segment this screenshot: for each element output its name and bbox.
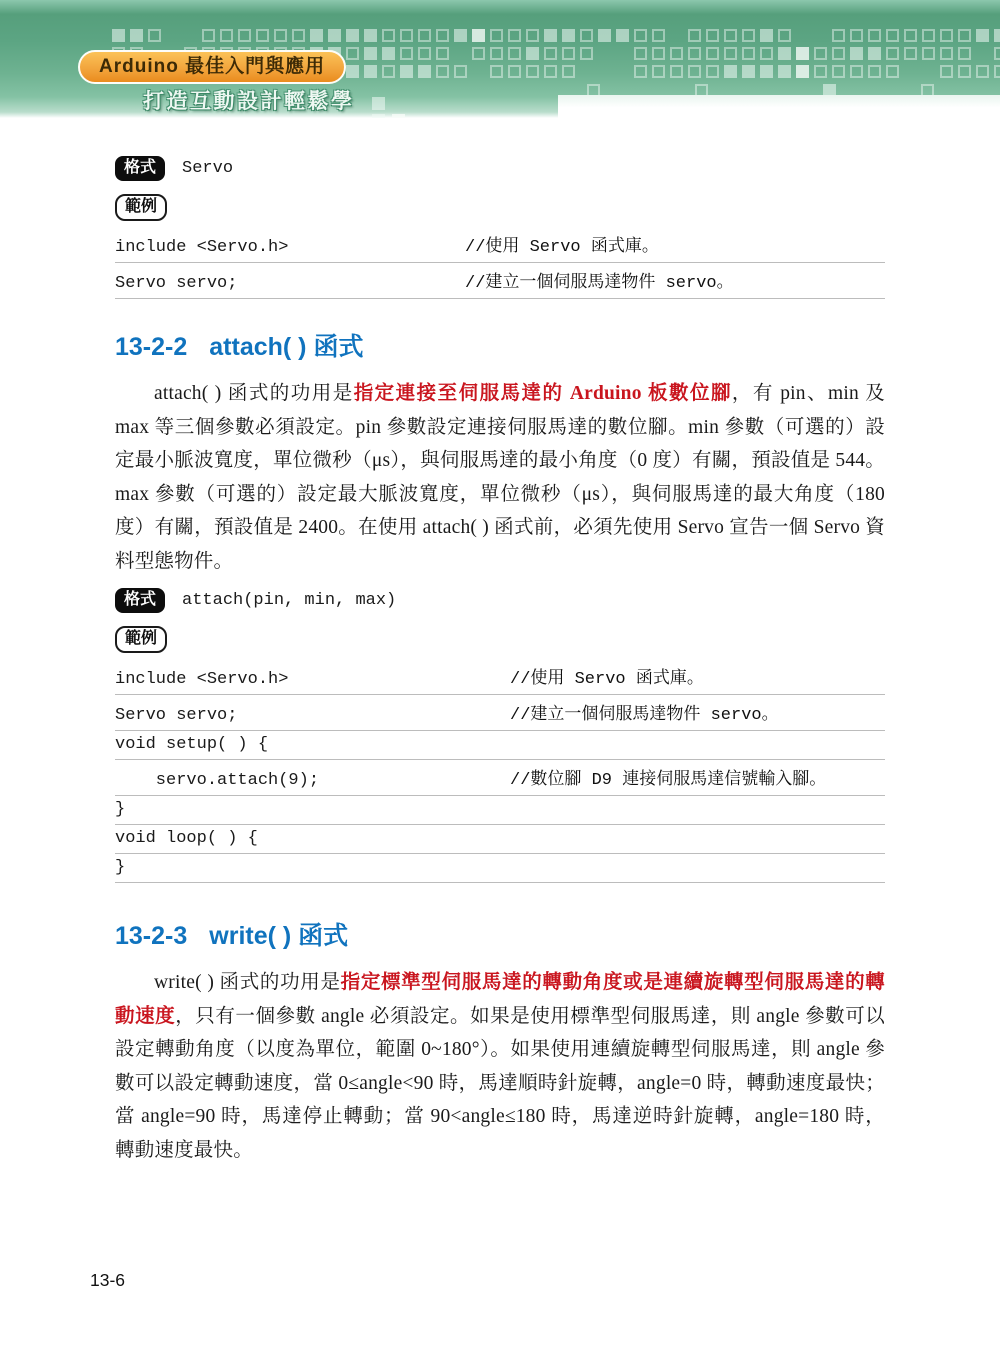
code-row (115, 659, 885, 695)
decorative-square (436, 47, 449, 60)
decorative-square (652, 47, 665, 60)
decorative-square (292, 29, 305, 42)
paragraph-attach (115, 377, 885, 578)
decorative-square (400, 65, 413, 78)
decorative-square (832, 29, 845, 42)
decorative-square (382, 29, 395, 42)
decorative-square (742, 65, 755, 78)
decorative-square (724, 65, 737, 78)
decorative-square (760, 47, 773, 60)
decorative-square (868, 65, 881, 78)
decorative-square (346, 65, 359, 78)
comment-cell: //建立一個伺服馬達物件 servo。 (510, 706, 779, 725)
decorative-square (940, 47, 953, 60)
decorative-square (994, 47, 1000, 60)
section-heading-write (115, 919, 885, 953)
page-header (0, 0, 1000, 118)
decorative-square (508, 29, 521, 42)
decorative-square (346, 47, 359, 60)
decorative-square (778, 65, 791, 78)
decorative-square (904, 47, 917, 60)
decorative-square (994, 65, 1000, 78)
decorative-square (580, 47, 593, 60)
decorative-square (796, 47, 809, 60)
code-row (115, 731, 885, 760)
decorative-square (598, 29, 611, 42)
decorative-square (886, 47, 899, 60)
decorative-square (526, 29, 539, 42)
series-title-badge (78, 50, 346, 84)
decorative-square (904, 29, 917, 42)
decorative-square (634, 65, 647, 78)
decorative-square (940, 65, 953, 78)
code-cell: } (115, 858, 126, 877)
decorative-square (850, 47, 863, 60)
code-cell: } (115, 800, 126, 819)
code-cell: include <Servo.h> (115, 670, 289, 689)
code-table-attach (115, 659, 885, 883)
code-row (115, 760, 885, 796)
decorative-square (238, 29, 251, 42)
decorative-square (976, 29, 989, 42)
decorative-square (940, 29, 953, 42)
text-segment: ，只有一個參數 angle 必須設定。如果是使用標準型伺服馬達，則 angle 參數可以設定轉動角度（以度為單位，範圍 0~180°）。如果使用連續旋轉型伺服馬達，則 angle 參數可以設定轉動速度，當 0≤angle<90 時，馬達順時針旋轉，angle=0 時，轉動速度最快；當 angle=90 時，馬達停止轉動；當 90<angle≤180 時，馬達逆時針旋轉，angle=180 時，轉動速度最快。 (115, 1005, 885, 1161)
decorative-square (850, 29, 863, 42)
decorative-square (616, 29, 629, 42)
code-cell: Servo servo; (115, 274, 238, 293)
decorative-square (544, 65, 557, 78)
section-number: 13-2-2 (115, 333, 188, 361)
decorative-square (958, 47, 971, 60)
decorative-square (364, 29, 377, 42)
text-segment: ，有 pin、min 及 max 等三個參數必須設定。pin 參數設定連接伺服馬達的數位腳。min 參數（可選的）設定最小脈波寬度，單位微秒（μs），與伺服馬達的最小角度（0 度）有關，預設值是 544。max 參數（可選的）設定最大脈波寬度，單位微秒（μs），與伺服馬達的最大角度（180 度）有關，預設值是 2400。在使用 attach( ) 函式前，必須先使用 Servo 宣告一個 Servo 資料型態物件。 (115, 383, 885, 572)
decorative-square (310, 29, 323, 42)
decorative-square (886, 65, 899, 78)
decorative-square (130, 29, 143, 42)
section-number: 13-2-3 (115, 922, 188, 950)
decorative-square (796, 65, 809, 78)
decorative-square (886, 29, 899, 42)
decorative-square (400, 47, 413, 60)
decorative-square (436, 29, 449, 42)
decorative-square (490, 29, 503, 42)
decorative-square (724, 47, 737, 60)
page-number: 13-6 (90, 1270, 126, 1290)
decorative-square (562, 65, 575, 78)
comment-cell: //建立一個伺服馬達物件 servo。 (465, 274, 734, 293)
decorative-square (436, 65, 449, 78)
code-row (115, 227, 885, 263)
decorative-square (562, 47, 575, 60)
decorative-square (382, 47, 395, 60)
decorative-square (634, 29, 647, 42)
decorative-square (256, 29, 269, 42)
text-segment: 指定連接至伺服馬達的 Arduino 板數位腳 (353, 383, 732, 404)
example-badge: 範例 (115, 626, 167, 653)
decorative-square (670, 65, 683, 78)
decorative-square (112, 29, 125, 42)
decorative-square (706, 47, 719, 60)
code-row (115, 854, 885, 883)
format-row-attach (115, 587, 885, 613)
decorative-square (832, 65, 845, 78)
decorative-square (508, 47, 521, 60)
decorative-square (742, 47, 755, 60)
decorative-square (868, 29, 881, 42)
decorative-square (814, 47, 827, 60)
decorative-square (508, 65, 521, 78)
code-cell: void loop( ) { (115, 829, 258, 848)
decorative-square (958, 65, 971, 78)
format-code-attach: attach(pin, min, max) (182, 590, 397, 610)
code-row (115, 796, 885, 825)
section-title: attach( ) 函式 (209, 333, 364, 361)
decorative-square (706, 65, 719, 78)
decorative-square (472, 47, 485, 60)
text-segment: write( ) 函式的功用是 (154, 972, 341, 993)
code-cell: void setup( ) { (115, 735, 269, 754)
decorative-square (202, 29, 215, 42)
decorative-square (372, 114, 385, 118)
example-row (115, 626, 885, 653)
code-table-servo (115, 227, 885, 299)
decorative-square (760, 29, 773, 42)
decorative-square (922, 47, 935, 60)
decorative-square (976, 65, 989, 78)
decorative-square (832, 47, 845, 60)
decorative-square (868, 47, 881, 60)
decorative-square (274, 29, 287, 42)
page-content (115, 155, 885, 1167)
decorative-square (652, 29, 665, 42)
decorative-square (418, 65, 431, 78)
series-subtitle: 打造互動設計輕鬆學 (143, 90, 355, 113)
decorative-square (778, 29, 791, 42)
decorative-square (850, 65, 863, 78)
decorative-square (220, 29, 233, 42)
decorative-square (400, 29, 413, 42)
decorative-square (392, 114, 405, 118)
text-segment: attach( ) 函式的功用是 (154, 383, 354, 404)
code-row (115, 825, 885, 854)
decorative-square (418, 29, 431, 42)
decorative-square (148, 29, 161, 42)
series-title-label: Arduino 最佳入門與應用 (99, 56, 326, 77)
code-row (115, 695, 885, 731)
decorative-square (490, 65, 503, 78)
header-white-cut (558, 95, 1000, 118)
paragraph-write (115, 966, 885, 1167)
decorative-square (760, 65, 773, 78)
decorative-square (454, 29, 467, 42)
decorative-square (742, 29, 755, 42)
decorative-square (706, 29, 719, 42)
example-badge: 範例 (115, 194, 167, 221)
decorative-square (670, 47, 683, 60)
format-row-servo (115, 155, 885, 181)
decorative-square (544, 29, 557, 42)
format-badge: 格式 (115, 588, 165, 613)
decorative-square (526, 65, 539, 78)
code-row (115, 263, 885, 299)
decorative-square (778, 47, 791, 60)
decorative-square (580, 29, 593, 42)
decorative-square (724, 29, 737, 42)
section-heading-attach (115, 330, 885, 364)
decorative-square (364, 47, 377, 60)
decorative-square (490, 47, 503, 60)
decorative-square (346, 29, 359, 42)
comment-cell: //數位腳 D9 連接伺服馬達信號輸入腳。 (510, 771, 827, 790)
decorative-square (364, 65, 377, 78)
code-cell: servo.attach(9); (115, 771, 320, 790)
decorative-square (418, 47, 431, 60)
comment-cell: //使用 Servo 函式庫。 (510, 670, 704, 689)
section-title: write( ) 函式 (209, 922, 349, 950)
decorative-square (688, 65, 701, 78)
comment-cell: //使用 Servo 函式庫。 (465, 238, 659, 257)
decorative-square (382, 65, 395, 78)
decorative-square (688, 47, 701, 60)
decorative-square (372, 97, 385, 110)
decorative-square (958, 29, 971, 42)
code-cell: Servo servo; (115, 706, 238, 725)
decorative-square (562, 29, 575, 42)
example-row (115, 194, 885, 221)
decorative-square (472, 29, 485, 42)
decorative-square (634, 47, 647, 60)
decorative-square (652, 65, 665, 78)
text-segment: 指定標準型伺服馬達的轉動角度或是連續旋轉型伺服馬達的轉動速度 (115, 972, 885, 1027)
format-code-servo: Servo (182, 158, 234, 178)
format-badge: 格式 (115, 156, 165, 181)
decorative-square (688, 29, 701, 42)
decorative-square (994, 29, 1000, 42)
decorative-square (544, 47, 557, 60)
code-cell: include <Servo.h> (115, 238, 289, 257)
decorative-square (328, 29, 341, 42)
decorative-square (454, 65, 467, 78)
decorative-square (526, 47, 539, 60)
decorative-square (922, 29, 935, 42)
decorative-square (814, 65, 827, 78)
